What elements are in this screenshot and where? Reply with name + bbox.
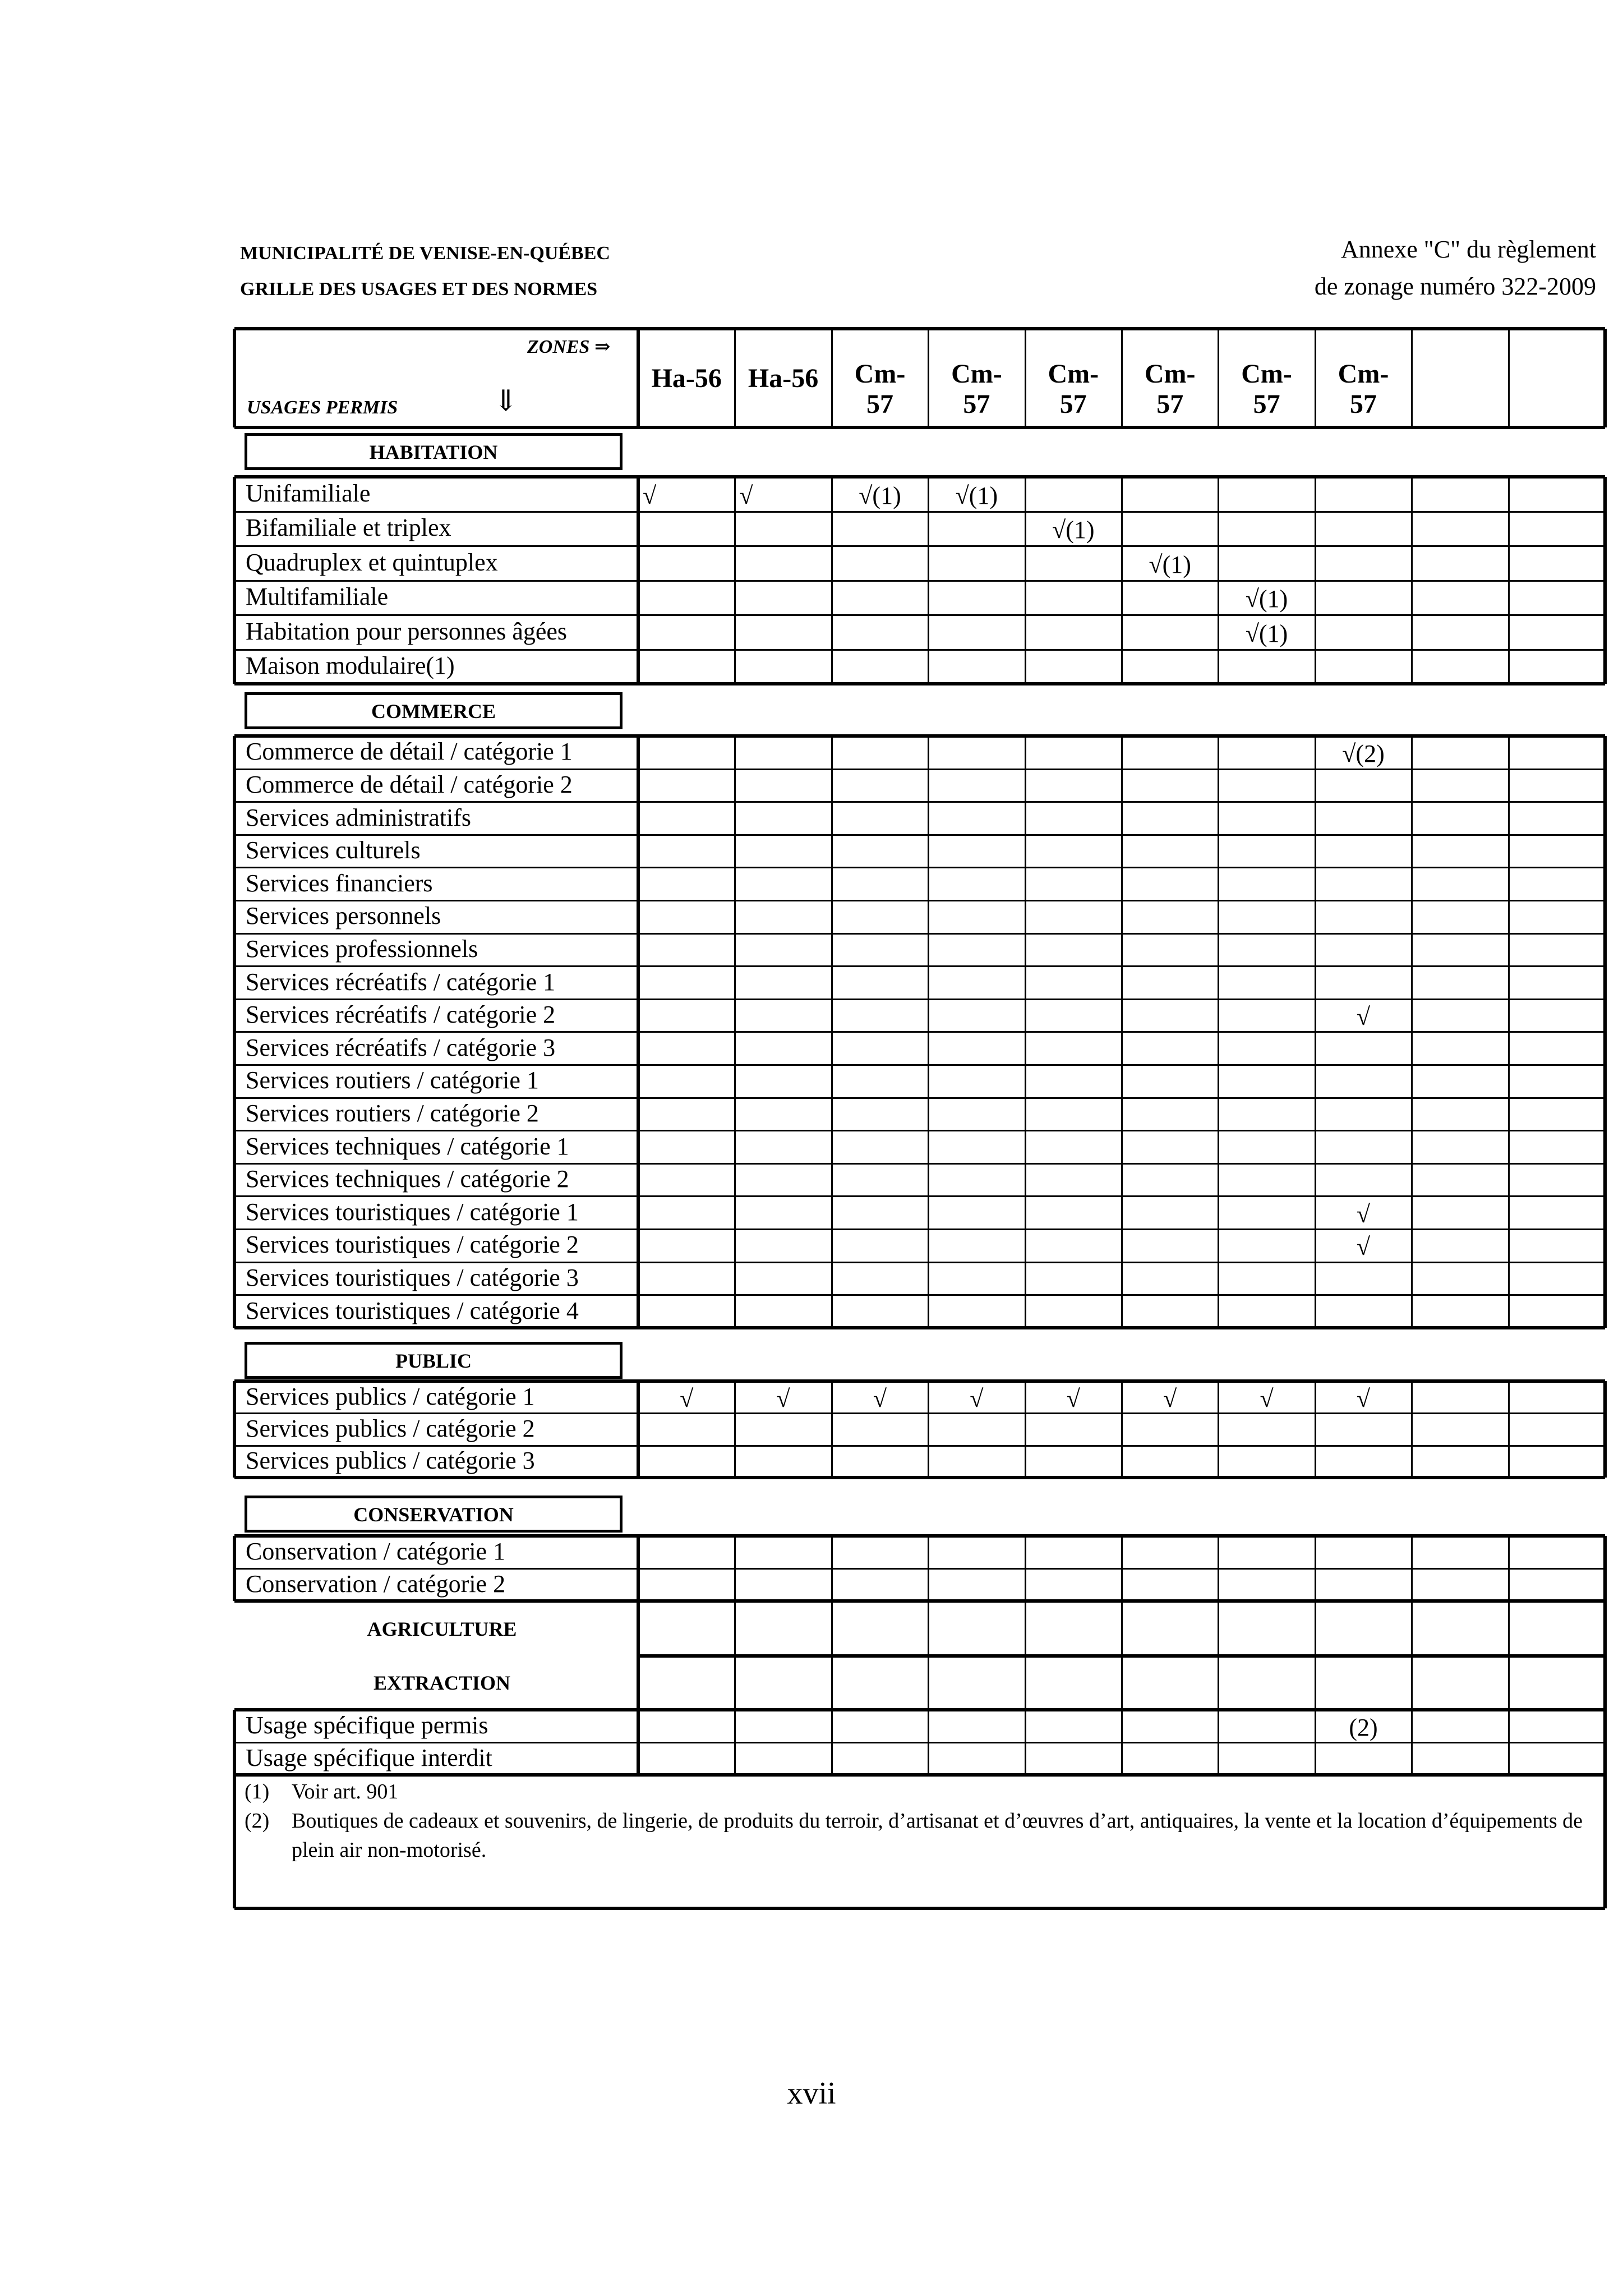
note-1-text: Voir art. 901 bbox=[292, 1780, 399, 1803]
row-label: Services touristiques / catégorie 4 bbox=[246, 1296, 579, 1324]
note-2-number: (2) bbox=[245, 1809, 270, 1833]
row-label: Unifamiliale bbox=[246, 479, 371, 507]
row-rule bbox=[234, 1097, 1605, 1099]
section-extraction: EXTRACTION bbox=[373, 1672, 511, 1694]
row-rule bbox=[234, 1742, 1605, 1743]
note-1-number: (1) bbox=[245, 1780, 270, 1803]
document-header-left bbox=[240, 236, 610, 307]
row-rule bbox=[234, 1031, 1605, 1033]
grid-rule bbox=[233, 329, 236, 427]
row-rule bbox=[234, 1445, 1605, 1447]
grid-rule bbox=[1411, 1601, 1413, 1710]
row-label: Commerce de détail / catégorie 1 bbox=[246, 738, 573, 766]
note-2-text: Boutiques de cadeaux et souvenirs, de lingerie, de produits du terroir, d’artisanat et d’œuvres d’art, antiquaires, la vente et la location d’équipements de plein air non-motorisé. bbox=[292, 1809, 1583, 1862]
usage-mark: (2) bbox=[1349, 1714, 1378, 1741]
zones-label: ZONES ⇒ bbox=[527, 337, 611, 357]
row-label: Usage spécifique interdit bbox=[246, 1744, 492, 1772]
grid-title: GRILLE DES USAGES ET DES NORMES bbox=[240, 279, 598, 300]
row-label: Services publics / catégorie 3 bbox=[246, 1447, 535, 1475]
grid-rule bbox=[1121, 1601, 1123, 1710]
row-rule bbox=[234, 1163, 1605, 1165]
usages-permis-label: USAGES PERMIS bbox=[247, 397, 398, 418]
zone-header: Cm- 57 bbox=[1241, 359, 1292, 419]
row-rule bbox=[234, 1228, 1605, 1230]
grid-rule bbox=[734, 1601, 736, 1710]
row-label: Services récréatifs / catégorie 1 bbox=[246, 968, 556, 996]
grid-rule bbox=[1604, 1601, 1606, 1710]
document-header-right bbox=[1091, 231, 1596, 305]
usage-mark: √(2) bbox=[1342, 740, 1385, 768]
row-label: Services récréatifs / catégorie 3 bbox=[246, 1033, 556, 1061]
zone-header: Cm- 57 bbox=[1048, 359, 1099, 419]
row-rule bbox=[234, 834, 1605, 836]
usage-mark: √ bbox=[873, 1384, 887, 1412]
public-bottom bbox=[234, 1476, 1605, 1479]
zone-header: Ha-56 bbox=[651, 364, 722, 393]
grid-rule bbox=[1025, 1601, 1026, 1710]
row-label: Services personnels bbox=[246, 902, 441, 930]
grid-rule bbox=[831, 1601, 833, 1710]
zone-header: Cm- 57 bbox=[854, 359, 906, 419]
usage-mark: √ bbox=[680, 1384, 694, 1412]
grid-rule bbox=[1508, 1601, 1510, 1710]
annex-line-2: de zonage numéro 322-2009 bbox=[1314, 273, 1596, 300]
grid-rule bbox=[1604, 1381, 1606, 1478]
grid-rule bbox=[233, 1775, 236, 1908]
row-rule bbox=[234, 965, 1605, 967]
usage-mark: √ bbox=[1356, 1200, 1371, 1228]
usage-mark: √(1) bbox=[1149, 550, 1191, 578]
row-label: Services publics / catégorie 1 bbox=[246, 1382, 535, 1410]
usage-mark: √ bbox=[1356, 1003, 1371, 1031]
row-rule bbox=[234, 1568, 1605, 1570]
row-label: Services routiers / catégorie 2 bbox=[246, 1099, 539, 1127]
grid-rule bbox=[1508, 1381, 1510, 1478]
grid-rule bbox=[1604, 329, 1606, 427]
row-rule bbox=[234, 801, 1605, 803]
grid-rule bbox=[1315, 1601, 1316, 1710]
grid-rule bbox=[637, 1601, 640, 1710]
section-public: PUBLIC bbox=[245, 1342, 623, 1379]
usage-mark: √ bbox=[1163, 1384, 1177, 1412]
row-rule bbox=[234, 900, 1605, 901]
grid-rule bbox=[233, 1381, 236, 1478]
usage-mark: √ bbox=[1356, 1233, 1371, 1261]
section-conservation: CONSERVATION bbox=[245, 1496, 623, 1533]
row-label: Bifamiliale et triplex bbox=[246, 514, 451, 542]
habitation-bottom bbox=[234, 682, 1605, 685]
row-label: Conservation / catégorie 1 bbox=[246, 1538, 506, 1565]
usage-mark: √(1) bbox=[1245, 585, 1288, 613]
row-label: Conservation / catégorie 2 bbox=[246, 1570, 506, 1598]
row-rule bbox=[234, 867, 1605, 868]
usage-mark: √ bbox=[643, 481, 657, 509]
row-rule bbox=[234, 649, 1605, 651]
row-label: Services touristiques / catégorie 3 bbox=[246, 1263, 579, 1291]
section-agriculture: AGRICULTURE bbox=[367, 1618, 517, 1640]
row-rule bbox=[234, 1064, 1605, 1066]
row-label: Quadruplex et quintuplex bbox=[246, 548, 498, 576]
zone-header: Cm- 57 bbox=[1338, 359, 1389, 419]
row-label: Services professionnels bbox=[246, 935, 478, 963]
grid-rule bbox=[1508, 329, 1510, 427]
row-rule bbox=[234, 580, 1605, 582]
grid-rule bbox=[928, 1601, 929, 1710]
usage-mark: √ bbox=[776, 1384, 790, 1412]
usage-mark: √ bbox=[739, 481, 753, 509]
row-label: Services techniques / catégorie 2 bbox=[246, 1165, 569, 1193]
row-rule bbox=[234, 614, 1605, 616]
note-1 bbox=[245, 1777, 1590, 1806]
note-2 bbox=[245, 1806, 1590, 1865]
usage-mark: √ bbox=[970, 1384, 984, 1412]
usage-mark: √ bbox=[1356, 1384, 1371, 1412]
row-rule bbox=[234, 511, 1605, 513]
usage-mark: √(1) bbox=[955, 481, 998, 509]
row-label: Commerce de détail / catégorie 2 bbox=[246, 770, 573, 798]
usage-mark: √(1) bbox=[859, 481, 901, 509]
row-label: Services publics / catégorie 2 bbox=[246, 1414, 535, 1442]
row-label: Services routiers / catégorie 1 bbox=[246, 1066, 539, 1094]
section-habitation: HABITATION bbox=[245, 433, 623, 470]
page-number: xvii bbox=[787, 2076, 836, 2111]
row-rule bbox=[234, 1262, 1605, 1263]
usage-mark: √(1) bbox=[1245, 619, 1288, 647]
usage-mark: √ bbox=[1260, 1384, 1274, 1412]
row-rule bbox=[234, 545, 1605, 547]
row-label: Maison modulaire(1) bbox=[246, 652, 455, 680]
grid-rule bbox=[1603, 1775, 1607, 1908]
row-label: Services financiers bbox=[246, 869, 433, 897]
row-label: Usage spécifique permis bbox=[246, 1711, 488, 1739]
row-rule bbox=[234, 1412, 1605, 1414]
down-arrow-icon: ⇓ bbox=[494, 385, 518, 417]
row-label: Services culturels bbox=[246, 836, 421, 864]
usage-mark: √(1) bbox=[1052, 516, 1095, 544]
habitation-top bbox=[234, 475, 1605, 478]
grid-header-bottom bbox=[234, 426, 1605, 429]
zone-header: Cm- 57 bbox=[1144, 359, 1196, 419]
zone-header: Ha-56 bbox=[748, 364, 819, 393]
municipality-name: MUNICIPALITÉ DE VENISE-EN-QUÉBEC bbox=[240, 243, 610, 264]
row-label: Services techniques / catégorie 1 bbox=[246, 1132, 569, 1160]
row-rule bbox=[234, 1294, 1605, 1296]
conservation-bottom bbox=[234, 1599, 1605, 1603]
section-commerce: COMMERCE bbox=[245, 692, 623, 729]
commerce-bottom bbox=[234, 1326, 1605, 1329]
zone-header: Cm- 57 bbox=[951, 359, 1002, 419]
row-rule bbox=[234, 999, 1605, 1000]
grid-rule bbox=[1218, 1601, 1219, 1710]
row-label: Services administratifs bbox=[246, 803, 472, 831]
notes-bottom bbox=[234, 1907, 1605, 1910]
row-rule bbox=[234, 769, 1605, 770]
row-label: Habitation pour personnes âgées bbox=[246, 617, 568, 645]
specific-bottom bbox=[234, 1773, 1605, 1777]
annex-line-1: Annexe "C" du règlement bbox=[1340, 236, 1596, 263]
row-label: Multifamiliale bbox=[246, 583, 389, 611]
grid-top-border bbox=[234, 327, 1605, 330]
row-rule bbox=[234, 933, 1605, 935]
usage-mark: √ bbox=[1066, 1384, 1080, 1412]
row-label: Services touristiques / catégorie 2 bbox=[246, 1231, 579, 1259]
row-rule bbox=[234, 1195, 1605, 1197]
row-label: Services récréatifs / catégorie 2 bbox=[246, 1001, 556, 1029]
row-label: Services touristiques / catégorie 1 bbox=[246, 1198, 579, 1226]
commerce-top bbox=[234, 734, 1605, 738]
row-rule bbox=[234, 1130, 1605, 1131]
